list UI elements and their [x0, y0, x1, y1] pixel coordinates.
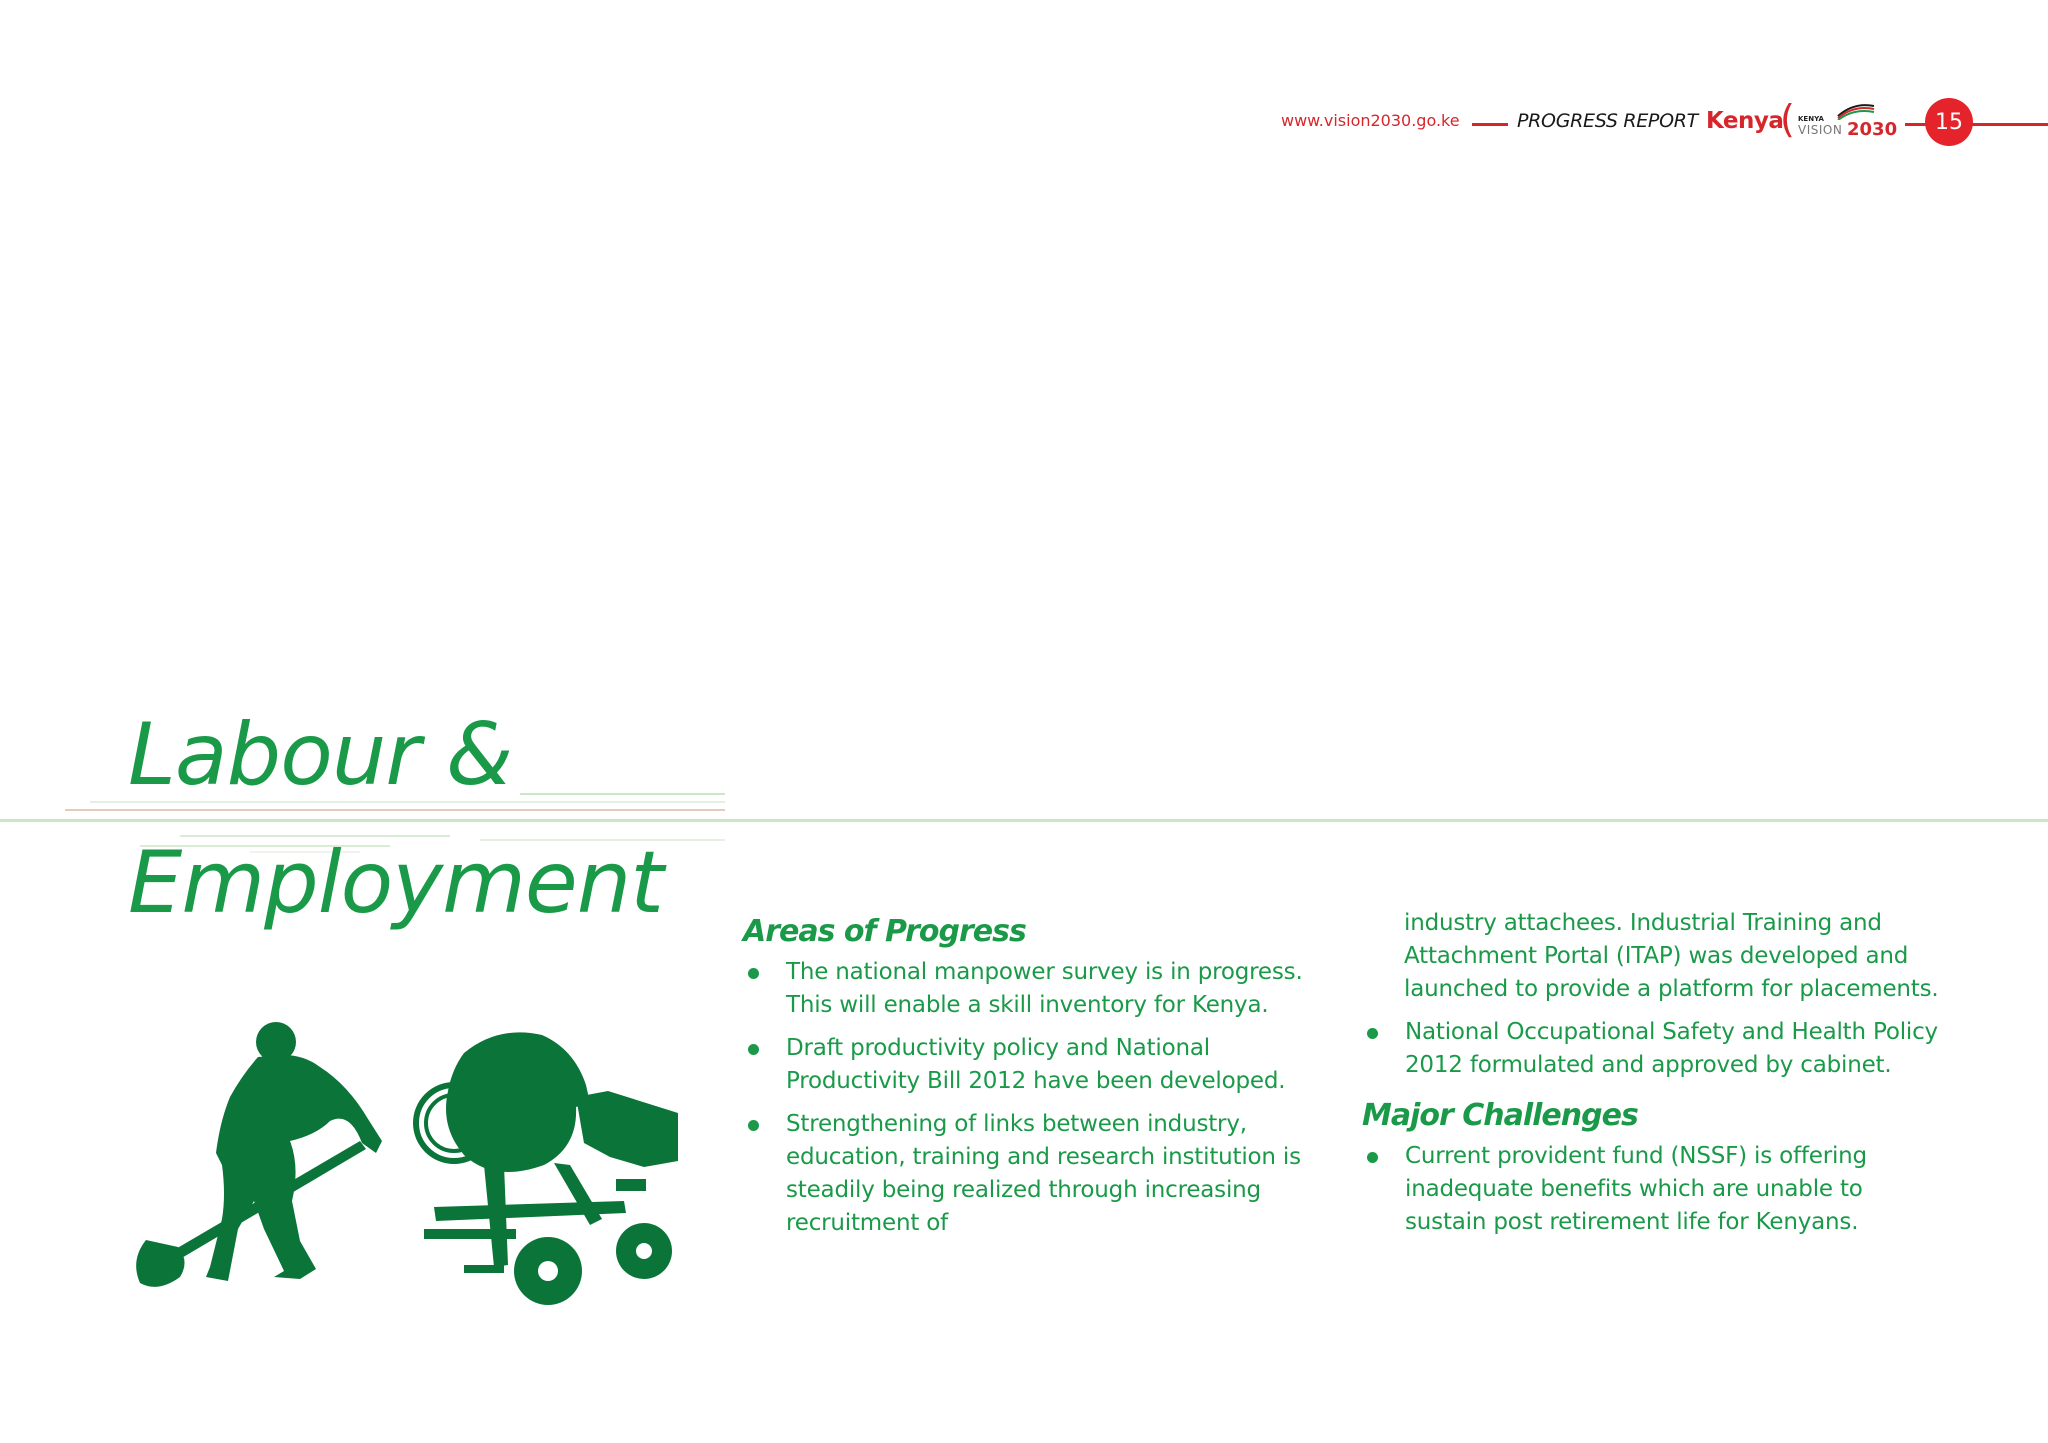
kenya-brand-logo: Kenya: [1706, 108, 1784, 134]
logo-kenya-text: KENYA: [1798, 115, 1824, 123]
progress-list-continued: [1362, 1016, 1942, 1082]
major-challenges-heading: Major Challenges: [1362, 1098, 1638, 1133]
list-item-continuation: industry attachees. Industrial Training and Attachment Portal (ITAP) was developed and launched to provide a platform for placements.: [1404, 910, 1939, 1002]
page-number-badge: 15: [1925, 98, 1973, 146]
list-item: Strengthening of links between industry, education, training and research institution is steadily being realized through increasing recruitment of: [743, 1108, 1303, 1240]
page-title-line-2: Employment: [128, 833, 664, 933]
list-item: The national manpower survey is in progress. This will enable a skill inventory for Kenya.: [743, 956, 1303, 1022]
flag-swoosh-icon: [1836, 100, 1876, 120]
areas-of-progress-heading: Areas of Progress: [743, 914, 1026, 949]
page-title-line-1: Labour &: [128, 705, 513, 805]
right-column: [1362, 907, 1942, 1249]
list-item: National Occupational Safety and Health Policy 2012 formulated and approved by cabinet.: [1362, 1016, 1942, 1082]
list-item: Current provident fund (NSSF) is offering inadequate benefits which are unable to sustain post retirement life for Kenyans.: [1362, 1140, 1942, 1239]
areas-of-progress-section: [743, 908, 1303, 1250]
logo-vision-text: VISION: [1798, 123, 1843, 137]
section-divider: [0, 819, 2048, 822]
vision-2030-logo: [1796, 100, 1900, 142]
logo-year-text: 2030: [1847, 119, 1898, 140]
logo-bracket: (: [1780, 97, 1795, 141]
website-link[interactable]: www.vision2030.go.ke: [1281, 111, 1460, 130]
progress-list: [743, 956, 1303, 1240]
list-item: Draft productivity policy and National Productivity Bill 2012 have been developed.: [743, 1032, 1303, 1098]
challenges-list: [1362, 1140, 1942, 1239]
header-rule: [1905, 123, 1927, 126]
report-label: PROGRESS REPORT: [1517, 110, 1698, 132]
page-header: [0, 0, 2048, 160]
worker-and-cement-mixer-icon: [124, 1015, 684, 1315]
header-rule: [1971, 123, 2048, 126]
header-rule: [1472, 123, 1508, 126]
